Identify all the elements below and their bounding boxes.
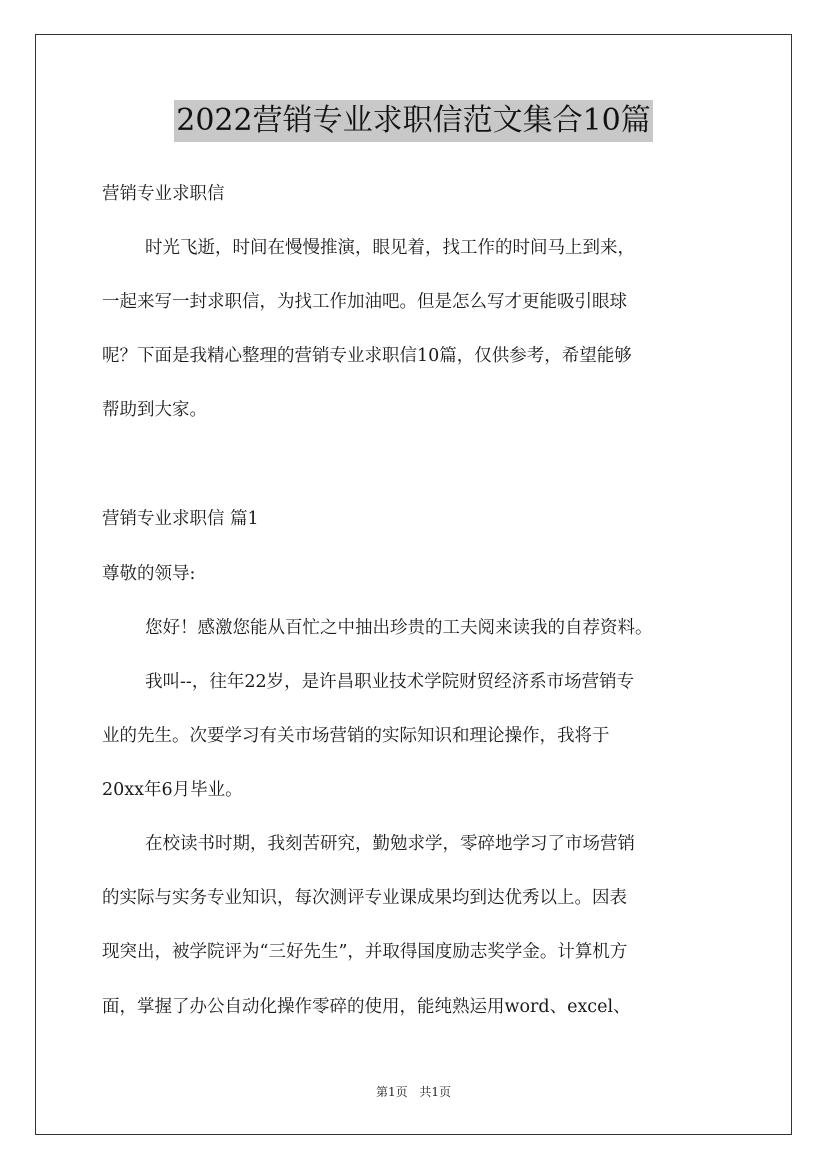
paragraph-line-6: 的实际与实务专业知识，每次测评专业课成果均到达优秀以上。因表 bbox=[102, 888, 627, 908]
paragraph-line-1: 您好！感激您能从百忙之中抽出珍贵的工夫阅来读我的自荐资料。 bbox=[145, 618, 653, 638]
title-container bbox=[0, 100, 827, 142]
intro-line-1: 时光飞逝，时间在慢慢推演，眼见着，找工作的时间马上到来， bbox=[145, 238, 635, 258]
intro-line-2: 一起来写一封求职信，为找工作加油吧。但是怎么写才更能吸引眼球 bbox=[102, 292, 627, 312]
page-total: 共1页 bbox=[419, 1085, 452, 1099]
salutation: 尊敬的领导: bbox=[102, 564, 196, 584]
intro-line-3: 呢？下面是我精心整理的营销专业求职信10篇，仅供参考，希望能够 bbox=[102, 346, 632, 366]
page-number: 第1页 bbox=[375, 1085, 408, 1099]
page-footer bbox=[0, 1083, 827, 1100]
paragraph-line-3: 业的先生。次要学习有关市场营销的实际知识和理论操作，我将于 bbox=[102, 726, 610, 746]
heading-1: 营销专业求职信 bbox=[102, 184, 225, 204]
paragraph-line-4: 20xx年6月毕业。 bbox=[102, 780, 243, 800]
document-title: 2022营销专业求职信范文集合10篇 bbox=[174, 100, 653, 142]
paragraph-line-5: 在校读书时期，我刻苦研究，勤勉求学，零碎地学习了市场营销 bbox=[145, 834, 635, 854]
paragraph-line-8: 面，掌握了办公自动化操作零碎的使用，能纯熟运用word、excel、 bbox=[102, 997, 631, 1017]
intro-line-4: 帮助到大家。 bbox=[102, 400, 207, 420]
section-heading: 营销专业求职信 篇1 bbox=[102, 509, 259, 529]
paragraph-line-2: 我叫--，往年22岁，是许昌职业技术学院财贸经济系市场营销专 bbox=[145, 672, 635, 692]
paragraph-line-7: 现突出，被学院评为“三好先生”，并取得国度励志奖学金。计算机方 bbox=[102, 942, 628, 962]
